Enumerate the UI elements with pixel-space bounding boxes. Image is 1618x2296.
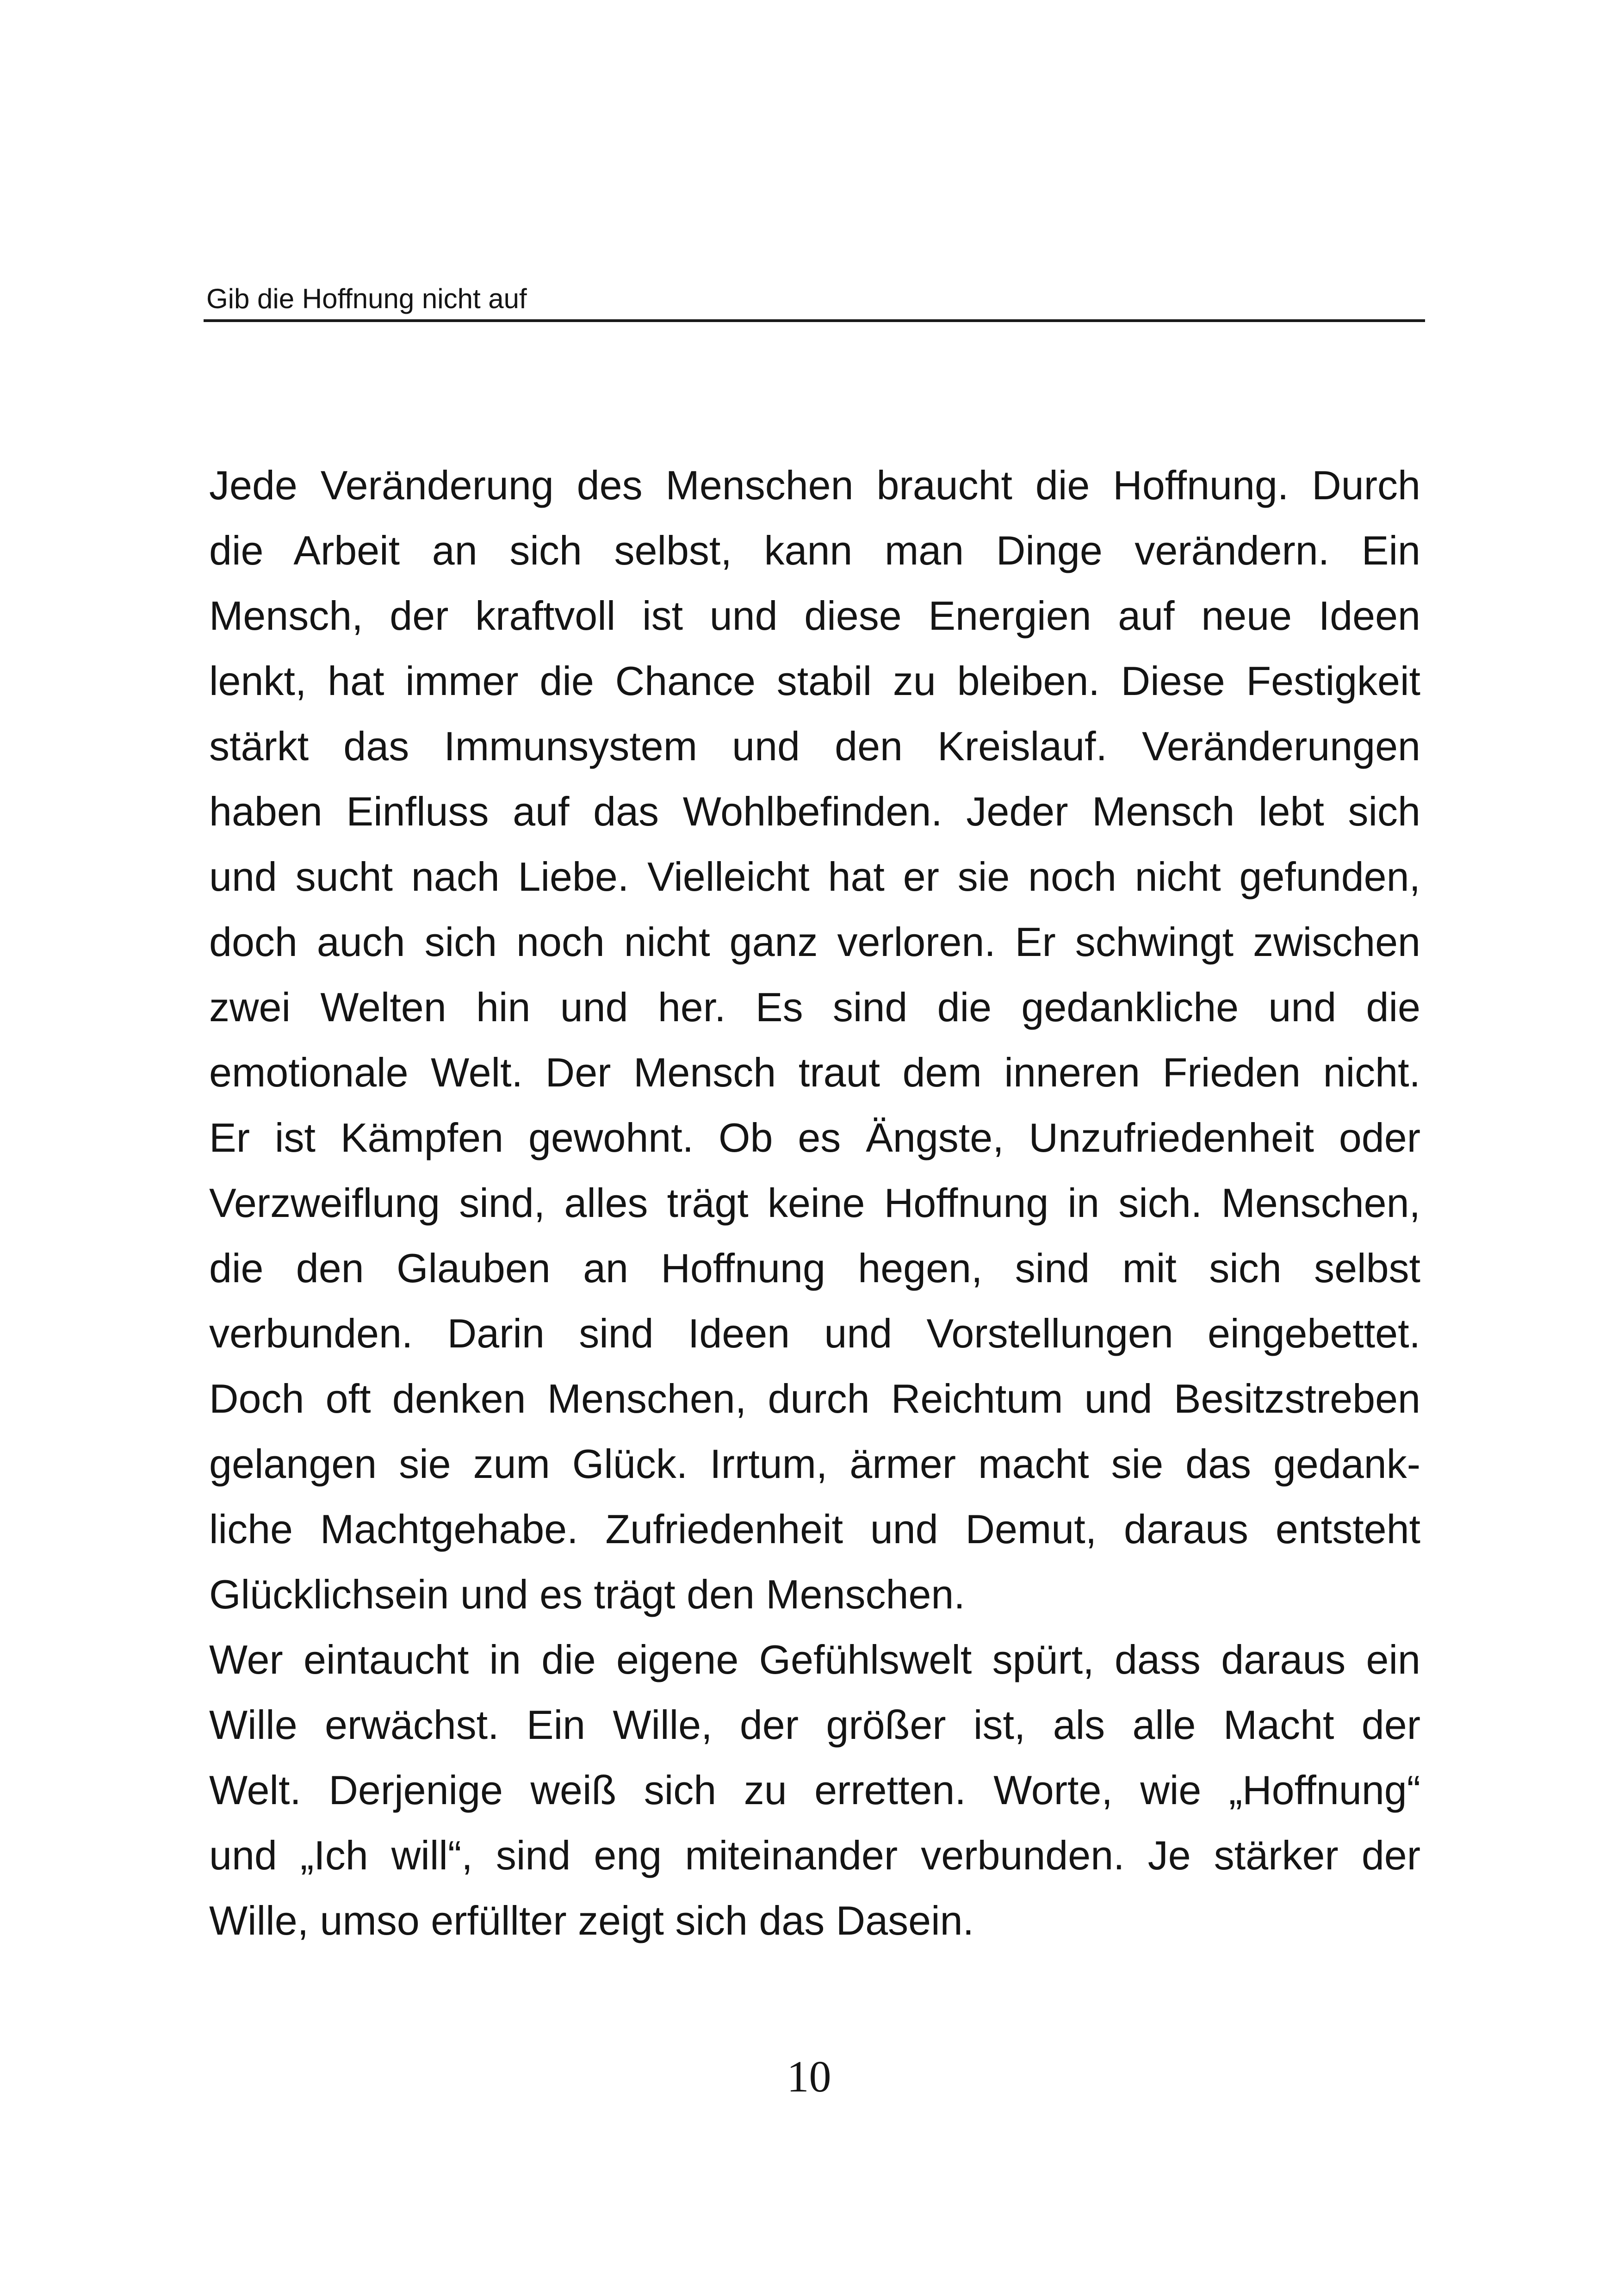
running-header	[204, 278, 1425, 322]
text-line: Wille, umso erfüllter zeigt sich das Dasein.	[209, 1898, 974, 1943]
running-header-title: Gib die Hoffnung nicht auf	[206, 283, 527, 314]
text-line: lenkt, hat immer die Chance stabil zu bleiben. Diese Festigkeit	[209, 658, 1420, 704]
text-line: verbunden. Darin sind Ideen und Vorstellungen eingebettet.	[209, 1310, 1420, 1356]
text-line: Welt. Derjenige weiß sich zu erretten. Worte, wie „Hoffnung“	[209, 1767, 1420, 1813]
text-line: Mensch, der kraftvoll ist und diese Energien auf neue Ideen	[209, 593, 1420, 639]
body-text	[209, 453, 1420, 1953]
text-line: haben Einfluss auf das Wohlbefinden. Jeder Mensch lebt sich	[209, 788, 1420, 834]
text-line: liche Machtgehabe. Zufriedenheit und Demut, daraus entsteht	[209, 1506, 1420, 1552]
text-line: und „Ich will“, sind eng miteinander verbunden. Je stärker der	[209, 1832, 1420, 1878]
text-line: zwei Welten hin und her. Es sind die gedankliche und die	[209, 984, 1420, 1030]
text-line: Verzweiflung sind, alles trägt keine Hoffnung in sich. Menschen,	[209, 1180, 1420, 1226]
text-line: Wille erwächst. Ein Wille, der größer ist, als alle Macht der	[209, 1702, 1420, 1748]
text-line: die den Glauben an Hoffnung hegen, sind mit sich selbst	[209, 1245, 1420, 1291]
page-number: 10	[787, 2052, 831, 2101]
text-line: Wer eintaucht in die eigene Gefühlswelt spürt, dass daraus ein	[209, 1637, 1420, 1682]
text-line: Doch oft denken Menschen, durch Reichtum und Besitzstreben	[209, 1376, 1420, 1421]
text-line: die Arbeit an sich selbst, kann man Dinge verändern. Ein	[209, 527, 1420, 573]
text-line: doch auch sich noch nicht ganz verloren. Er schwingt zwischen	[209, 919, 1420, 965]
text-line: Er ist Kämpfen gewohnt. Ob es Ängste, Unzufriedenheit oder	[209, 1115, 1420, 1160]
text-line: stärkt das Immunsystem und den Kreislauf. Veränderungen	[209, 723, 1420, 769]
text-line: und sucht nach Liebe. Vielleicht hat er sie noch nicht gefunden,	[209, 854, 1420, 900]
text-line: emotionale Welt. Der Mensch traut dem inneren Frieden nicht.	[209, 1049, 1420, 1095]
text-line: Glücklichsein und es trägt den Menschen.	[209, 1571, 965, 1617]
text-line: Jede Veränderung des Menschen braucht die Hoffnung. Durch	[209, 462, 1420, 508]
text-line: gelangen sie zum Glück. Irrtum, ärmer macht sie das gedank-	[209, 1441, 1420, 1487]
